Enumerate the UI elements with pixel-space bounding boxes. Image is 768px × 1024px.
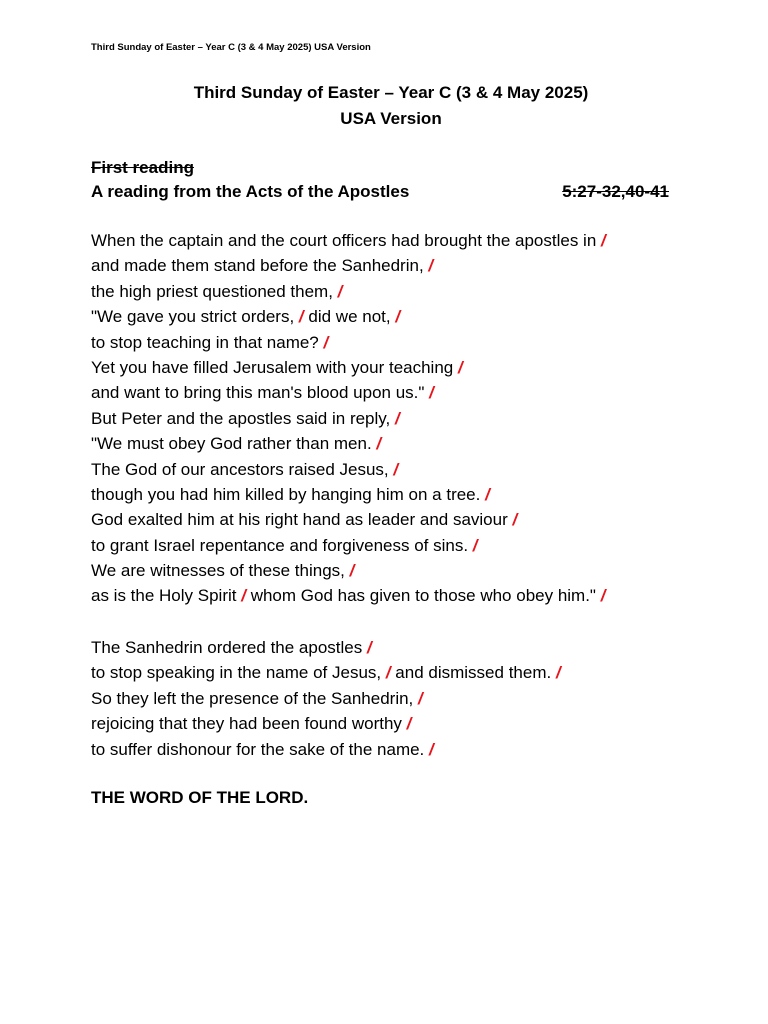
- pause-mark: /: [512, 510, 518, 530]
- verse-line: [91, 583, 606, 608]
- pause-mark: /: [366, 638, 372, 657]
- pause-mark: /: [600, 586, 606, 606]
- scripture-reference: 5:27-32,40-41: [562, 182, 669, 201]
- verse-text: whom God has given to those who obey him.": [245, 586, 601, 606]
- verse-text: to stop teaching in that name?: [91, 332, 324, 352]
- verse-text: to stop speaking in the name of Jesus,: [91, 663, 386, 683]
- verse-text: and want to bring this man's blood upon us.": [91, 383, 430, 403]
- verse-line: [91, 737, 561, 762]
- verse-text: We are witnesses of these things,: [91, 561, 350, 581]
- closing-acclamation: THE WORD OF THE LORD.: [91, 788, 309, 807]
- pause-mark: /: [394, 408, 400, 428]
- verse-text: did we not,: [303, 307, 396, 327]
- section-label: First reading: [91, 158, 194, 177]
- pause-mark: /: [418, 688, 423, 708]
- verse-line: [91, 457, 606, 482]
- reading-paragraph-2: [91, 635, 561, 762]
- verse-line: [91, 355, 606, 380]
- verse-line: [91, 253, 606, 278]
- verse-text: "We gave you strict orders,: [91, 307, 299, 327]
- verse-line: [91, 406, 606, 431]
- verse-text: and made them stand before the Sanhedrin,: [91, 256, 429, 276]
- verse-text: rejoicing that they had been found worthy: [91, 714, 407, 734]
- pause-mark: /: [323, 332, 329, 352]
- verse-line: [91, 533, 606, 558]
- verse-line: [91, 482, 606, 507]
- verse-line: [91, 431, 606, 456]
- pause-mark: /: [555, 663, 561, 683]
- pause-mark: /: [337, 281, 343, 301]
- verse-text: Yet you have filled Jerusalem with your teaching: [91, 357, 458, 377]
- verse-line: [91, 507, 606, 532]
- running-header: Third Sunday of Easter – Year C (3 & 4 May 2025) USA Version: [91, 42, 371, 53]
- pause-mark: /: [406, 714, 412, 734]
- verse-text: and dismissed them.: [390, 663, 556, 683]
- verse-line: [91, 228, 606, 253]
- pause-mark: /: [241, 586, 246, 606]
- verse-line: [91, 330, 606, 355]
- verse-line: [91, 686, 561, 711]
- verse-text: "We must obey God rather than men.: [91, 434, 377, 454]
- verse-text: as is the Holy Spirit: [91, 586, 242, 606]
- pause-mark: /: [485, 484, 490, 504]
- pause-mark: /: [601, 231, 606, 250]
- verse-text: The God of our ancestors raised Jesus,: [91, 459, 394, 479]
- verse-text: to suffer dishonour for the sake of the name.: [91, 739, 429, 759]
- verse-line: [91, 304, 606, 329]
- pause-mark: /: [349, 561, 355, 581]
- verse-line: [91, 380, 606, 405]
- reading-title-row: [91, 180, 669, 204]
- verse-line: [91, 558, 606, 583]
- pause-mark: /: [472, 535, 478, 555]
- title-line-1: Third Sunday of Easter – Year C (3 & 4 May 2025): [193, 83, 589, 102]
- pause-mark: /: [429, 383, 434, 403]
- pause-mark: /: [298, 307, 304, 327]
- pause-mark: /: [457, 357, 463, 377]
- page-title: [91, 80, 691, 132]
- verse-text: God exalted him at his right hand as leader and saviour: [91, 510, 513, 530]
- pause-mark: /: [395, 307, 401, 327]
- verse-line: [91, 279, 606, 304]
- title-line-2: USA Version: [340, 109, 442, 128]
- verse-text: The Sanhedrin ordered the apostles: [91, 638, 367, 657]
- pause-mark: /: [428, 256, 434, 276]
- verse-text: But Peter and the apostles said in reply,: [91, 408, 395, 428]
- verse-text: to grant Israel repentance and forgiveness of sins.: [91, 535, 473, 555]
- verse-text: though you had him killed by hanging him on a tree.: [91, 484, 486, 504]
- verse-line: [91, 711, 561, 736]
- reading-title: A reading from the Acts of the Apostles: [91, 182, 410, 201]
- pause-mark: /: [385, 663, 391, 683]
- verse-text: So they left the presence of the Sanhedrin,: [91, 688, 418, 708]
- pause-mark: /: [429, 739, 434, 759]
- verse-text: When the captain and the court officers had brought the apostles in: [91, 231, 602, 250]
- pause-mark: /: [393, 459, 399, 479]
- verse-line: [91, 635, 561, 660]
- pause-mark: /: [376, 434, 382, 454]
- reading-paragraph-1: [91, 228, 606, 609]
- verse-text: the high priest questioned them,: [91, 281, 338, 301]
- verse-line: [91, 660, 561, 685]
